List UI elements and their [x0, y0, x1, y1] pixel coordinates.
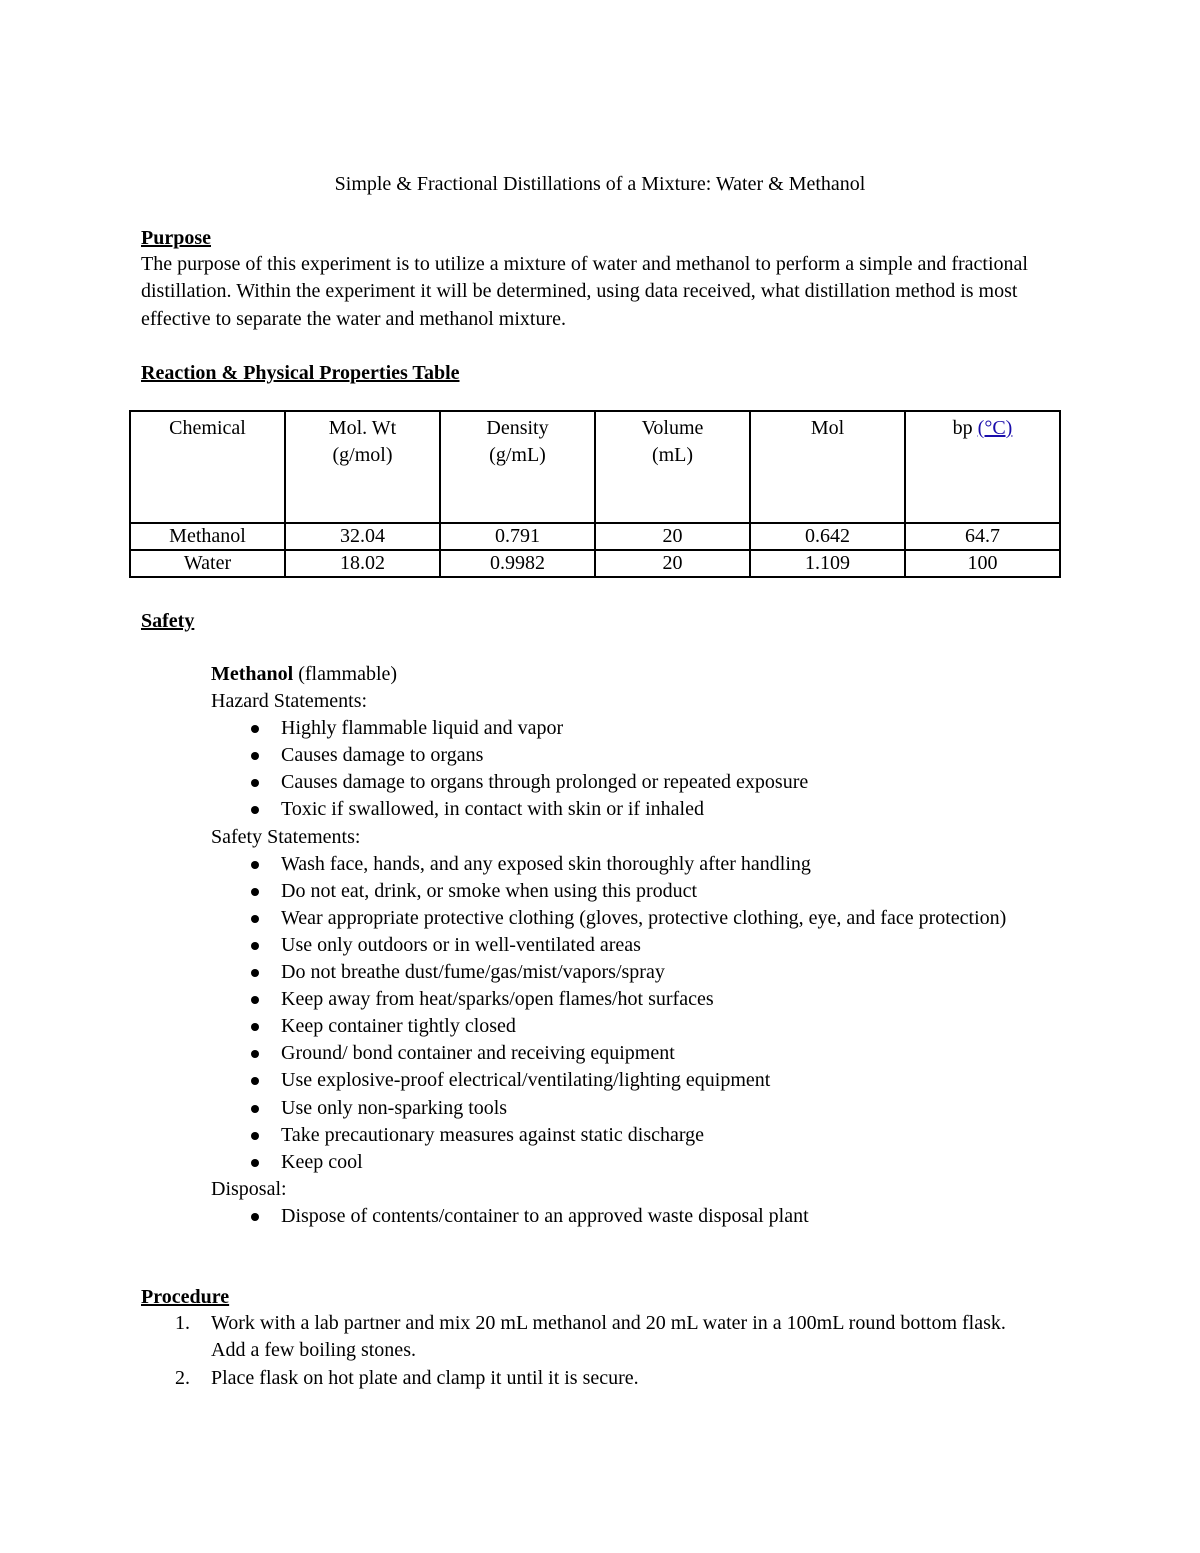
bullet-icon	[251, 861, 259, 869]
list-item	[141, 1310, 1041, 1365]
table-cell: 20	[595, 523, 750, 550]
list-item: Wash face, hands, and any exposed skin thoroughly after handling	[211, 851, 1091, 878]
bullet-icon	[251, 1050, 259, 1058]
bullet-icon	[251, 1105, 259, 1113]
bullet-icon	[251, 942, 259, 950]
bullet-icon	[251, 752, 259, 760]
step-number: 1.	[175, 1312, 190, 1334]
header-volume: Volume (mL)	[595, 411, 750, 523]
celsius-link[interactable]: (°C)	[977, 417, 1013, 439]
list-item: Use explosive-proof electrical/ventilating/lighting equipment	[211, 1067, 1091, 1094]
procedure-heading: Procedure	[141, 1286, 230, 1308]
bullet-icon	[251, 969, 259, 977]
list-item: Dispose of contents/container to an approved waste disposal plant	[211, 1203, 1091, 1230]
bullet-icon	[251, 1023, 259, 1031]
table-cell: Water	[130, 550, 285, 577]
list-item: Do not breathe dust/fume/gas/mist/vapors/spray	[211, 959, 1091, 986]
header-density: Density (g/mL)	[440, 411, 595, 523]
list-item: Do not eat, drink, or smoke when using this product	[211, 878, 1091, 905]
bullet-icon	[251, 996, 259, 1004]
table-row	[130, 523, 1060, 550]
table-cell: Methanol	[130, 523, 285, 550]
table-cell: 100	[905, 550, 1060, 577]
list-item: Keep container tightly closed	[211, 1013, 1091, 1040]
step-number: 2.	[175, 1366, 190, 1389]
safety-statements-label: Safety Statements:	[211, 825, 361, 848]
bullet-icon	[251, 1077, 259, 1085]
list-item: Keep cool	[211, 1149, 1091, 1176]
physical-properties-table	[129, 410, 1061, 578]
bullet-icon	[251, 888, 259, 896]
list-item: Causes damage to organs	[211, 742, 1091, 769]
safety-statement-list	[211, 851, 1091, 1176]
header-bp: bp (°C)	[905, 411, 1060, 523]
chemical-note: (flammable)	[293, 663, 398, 685]
table-row	[130, 550, 1060, 577]
header-chemical: Chemical	[130, 411, 285, 523]
hazard-list	[211, 715, 1091, 823]
table-cell: 18.02	[285, 550, 440, 577]
bullet-icon	[251, 915, 259, 923]
list-item	[141, 1365, 1041, 1392]
chemical-name: Methanol	[211, 663, 294, 685]
safety-heading: Safety	[141, 610, 195, 632]
list-item: Use only non-sparking tools	[211, 1095, 1091, 1122]
table-cell: 1.109	[750, 550, 905, 577]
chemical-line	[211, 661, 1091, 688]
hazard-label: Hazard Statements:	[211, 690, 368, 713]
list-item: Causes damage to organs through prolonged or repeated exposure	[211, 769, 1091, 796]
purpose-heading: Purpose	[141, 227, 211, 249]
step-text: Place flask on hot plate and clamp it until it is secure.	[211, 1366, 639, 1389]
bullet-icon	[251, 725, 259, 733]
procedure-steps	[141, 1310, 1041, 1392]
list-item: Highly flammable liquid and vapor	[211, 715, 1091, 742]
step-text: Work with a lab partner and mix 20 mL methanol and 20 mL water in a 100mL round bottom flask. Add a few boiling stones.	[211, 1312, 1006, 1362]
table-cell: 32.04	[285, 523, 440, 550]
bullet-icon	[251, 779, 259, 787]
table-cell: 0.9982	[440, 550, 595, 577]
table-cell: 20	[595, 550, 750, 577]
list-item: Wear appropriate protective clothing (gloves, protective clothing, eye, and face protection)	[211, 905, 1091, 932]
list-item: Ground/ bond container and receiving equipment	[211, 1040, 1091, 1067]
header-mol-wt: Mol. Wt (g/mol)	[285, 411, 440, 523]
bullet-icon	[251, 806, 259, 814]
document-title: Simple & Fractional Distillations of a Mixture: Water & Methanol	[334, 173, 866, 195]
table-cell: 64.7	[905, 523, 1060, 550]
list-item: Take precautionary measures against static discharge	[211, 1122, 1091, 1149]
bullet-icon	[251, 1213, 259, 1221]
table-cell: 0.642	[750, 523, 905, 550]
header-mol: Mol	[750, 411, 905, 523]
bullet-icon	[251, 1159, 259, 1167]
disposal-label: Disposal:	[211, 1177, 287, 1200]
table-heading: Reaction & Physical Properties Table	[141, 362, 460, 384]
bullet-icon	[251, 1132, 259, 1140]
table-cell: 0.791	[440, 523, 595, 550]
list-item: Use only outdoors or in well-ventilated areas	[211, 932, 1091, 959]
safety-block	[211, 661, 1091, 1230]
disposal-list	[211, 1203, 1091, 1230]
purpose-text: The purpose of this experiment is to utilize a mixture of water and methanol to perform a simple and fractional distillation. Within the experiment it will be determined, using data received, what distillation method is most effective to separate the water and methanol mixture.	[141, 253, 1028, 330]
table-header-row	[130, 411, 1060, 523]
list-item: Keep away from heat/sparks/open flames/hot surfaces	[211, 986, 1091, 1013]
list-item: Toxic if swallowed, in contact with skin or if inhaled	[211, 796, 1091, 823]
